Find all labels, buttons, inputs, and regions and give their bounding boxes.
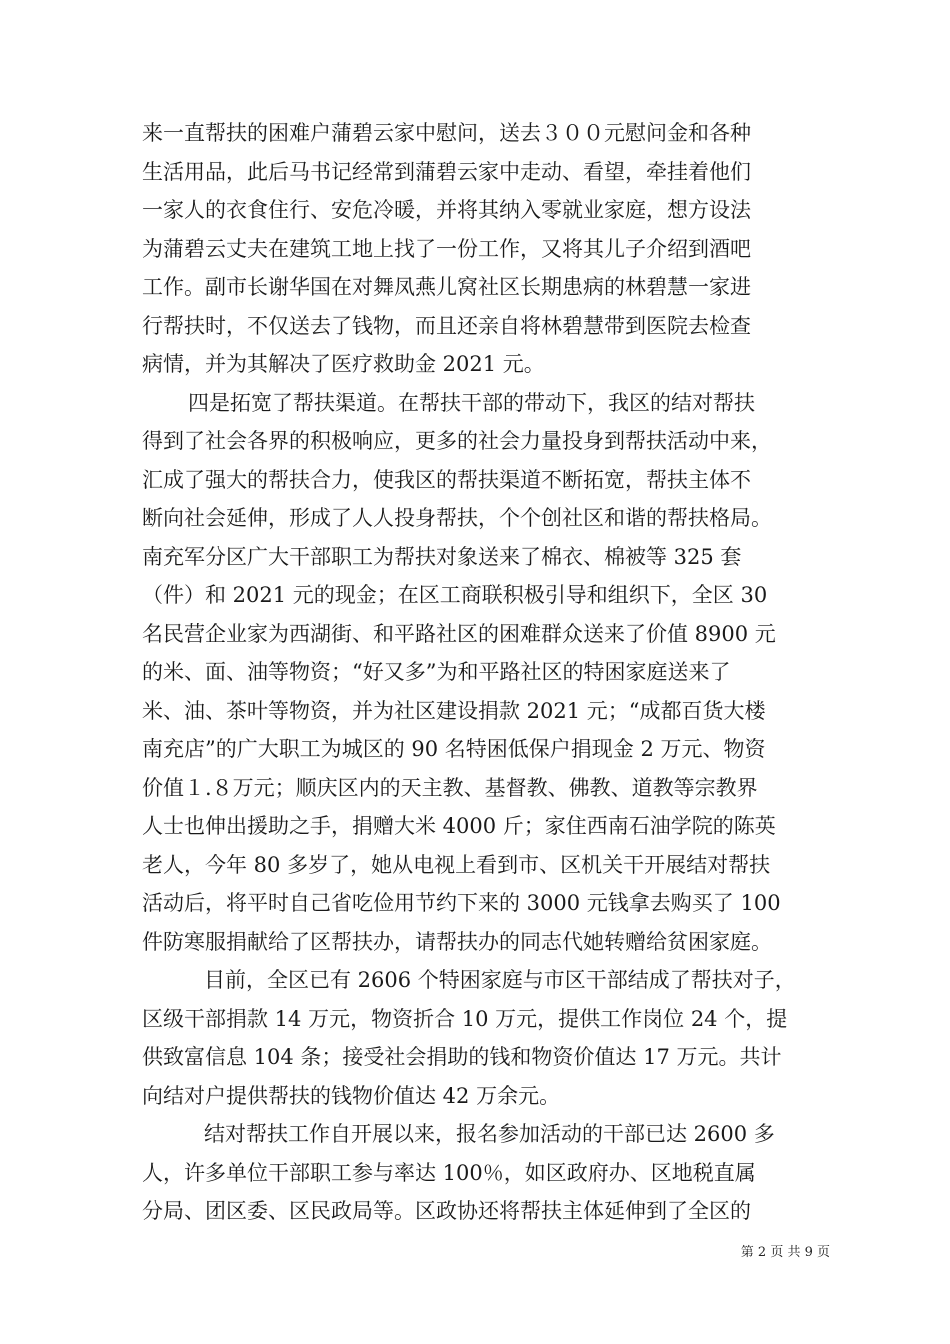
text-line: 四是拓宽了帮扶渠道。在帮扶干部的带动下，我区的结对帮扶 [188,391,755,415]
text-line: 断向社会延伸，形成了人人投身帮扶，个个创社区和谐的帮扶格局。 [142,506,772,530]
text-line: 得到了社会各界的积极响应，更多的社会力量投身到帮扶活动中来， [142,429,772,453]
text-line: 分局、团区委、区民政局等。区政协还将帮扶主体延伸到了全区的 [142,1199,751,1223]
text-line: 活动后，将平时自己省吃俭用节约下来的 3000 元钱拿去购买了 100 [142,891,781,915]
text-line: 南充店”的广大职工为城区的 90 名特困低保户捐现金 2 万元、物资 [142,737,766,761]
page-number: 第 2 页 共 9 页 [740,1245,830,1260]
text-line: 来一直帮扶的困难户蒲碧云家中慰问，送去３００元慰问金和各种 [142,121,751,145]
text-line: 人士也伸出援助之手，捐赠大米 4000 斤；家住西南石油学院的陈英 [142,814,776,838]
text-line: 生活用品，此后马书记经常到蒲碧云家中走动、看望，牵挂着他们 [142,160,751,184]
text-line: 汇成了强大的帮扶合力，使我区的帮扶渠道不断拓宽，帮扶主体不 [142,468,751,492]
text-line: 区级干部捐款 14 万元，物资折合 10 万元，提供工作岗位 24 个，提 [142,1007,788,1031]
text-line: 向结对户提供帮扶的钱物价值达 42 万余元。 [142,1084,561,1108]
text-line: 件防寒服捐献给了区帮扶办，请帮扶办的同志代她转赠给贫困家庭。 [142,930,772,954]
text-line: 为蒲碧云丈夫在建筑工地上找了一份工作，又将其儿子介绍到酒吧 [142,237,751,261]
text-line: 结对帮扶工作自开展以来，报名参加活动的干部已达 2600 多 [204,1122,775,1146]
text-line: 的米、面、油等物资；“好又多”为和平路社区的特困家庭送来了 [142,660,731,684]
text-line: 目前，全区已有 2606 个特困家庭与市区干部结成了帮扶对子， [204,968,796,992]
text-line: 人，许多单位干部职工参与率达 100％，如区政府办、区地税直属 [142,1161,756,1185]
text-line: 供致富信息 104 条；接受社会捐助的钱和物资价值达 17 万元。共计 [142,1045,782,1069]
text-line: 名民营企业家为西湖街、和平路社区的困难群众送来了价值 8900 元 [142,622,776,646]
text-line: 老人，今年 80 多岁了，她从电视上看到市、区机关干开展结对帮扶 [142,853,771,877]
text-line: 价值１.８万元；顺庆区内的天主教、基督教、佛教、道教等宗教界 [142,776,758,800]
text-line: 病情，并为其解决了医疗救助金 2021 元。 [142,352,545,376]
text-line: 工作。副市长谢华国在对舞凤燕儿窝社区长期患病的林碧慧一家进 [142,275,751,299]
text-line: 南充军分区广大干部职工为帮扶对象送来了棉衣、棉被等 325 套 [142,545,742,569]
text-line: 米、油、茶叶等物资，并为社区建设捐款 2021 元；“成都百货大楼 [142,699,766,723]
text-line: 行帮扶时，不仅送去了钱物，而且还亲自将林碧慧带到医院去检查 [142,314,751,338]
text-line: （件）和 2021 元的现金；在区工商联积极引导和组织下，全区 30 [142,583,768,607]
text-line: 一家人的衣食住行、安危冷暖，并将其纳入零就业家庭，想方设法 [142,198,751,222]
